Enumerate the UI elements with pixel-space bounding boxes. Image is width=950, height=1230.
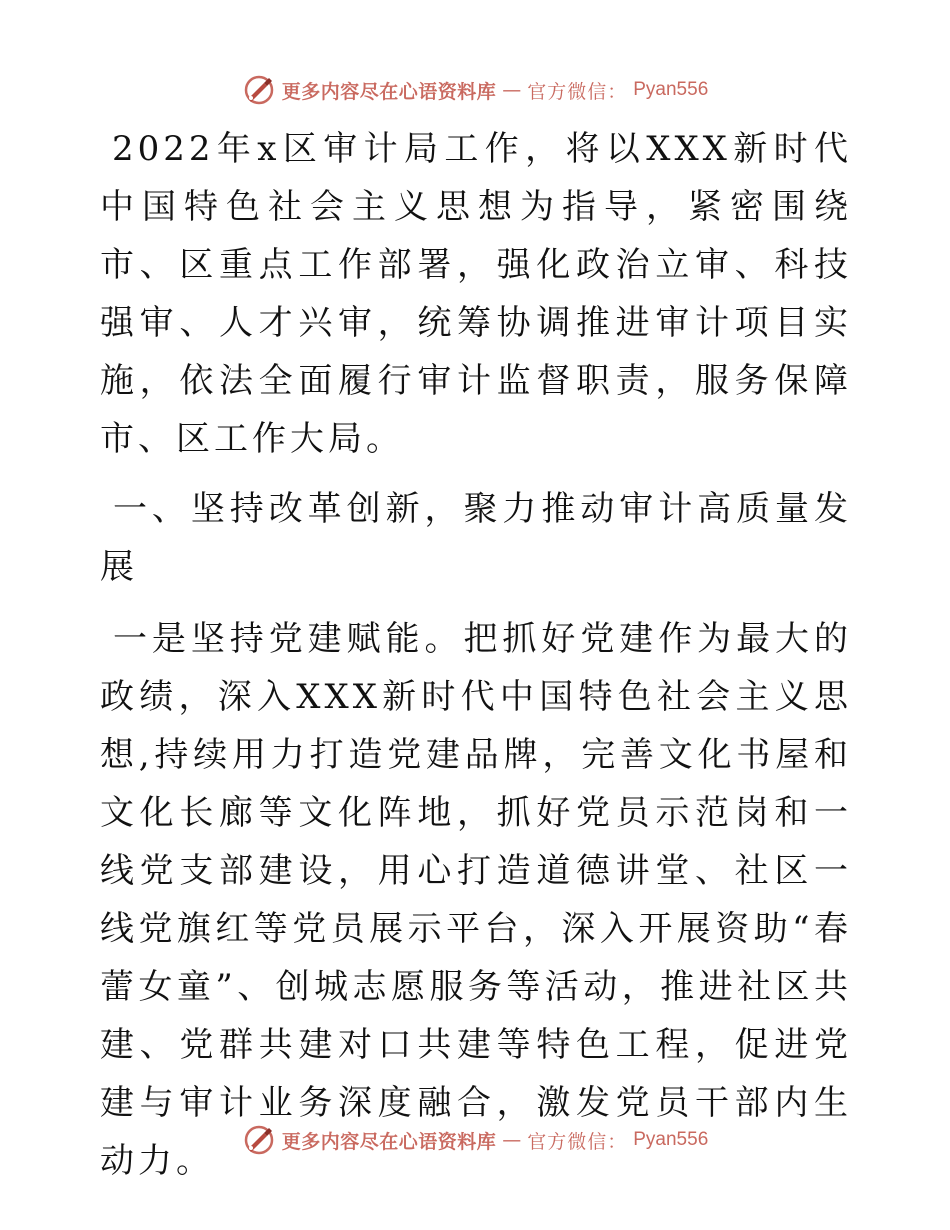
intro-text: 2022年x区审计局工作，将以XXX新时代中国特色社会主义思想为指导，紧密围绕市、区重点工作部署，强化政治立审、科技强审、人才兴审，统筹协调推进审计项目实施，依法全面履行审计监督职责，服务保障市、区工作大局。 <box>100 129 852 459</box>
body-paragraph-text: 一是坚持党建赋能。把抓好党建作为最大的政绩，深入XXX新时代中国特色社会主义思想,持续用力打造党建品牌，完善文化书屋和文化长廊等文化阵地，抓好党员示范岗和一线党支部建设，用心打造道德讲堂、社区一线党旗红等党员展示平台，深入开展资助“春蕾女童”、创城志愿服务等活动，推进社区共建、党群共建对口共建等特色工程，促进党建与审计业务深度融合，激发党员干部内生动力。 <box>100 619 852 1181</box>
watermark-separator: — <box>502 79 522 101</box>
watermark-wechat-label: 官方微信： <box>527 1130 628 1153</box>
watermark-brand: 更多内容尽在心语资料库 <box>281 80 497 103</box>
body-paragraph <box>100 610 852 1190</box>
section-heading-text: 一、坚持改革创新，聚力推动审计高质量发展 <box>100 489 852 587</box>
watermark-brand: 更多内容尽在心语资料库 <box>281 1130 497 1153</box>
watermark-wechat-id: Pyan556 <box>633 1129 709 1150</box>
pen-logo-icon <box>242 1123 276 1157</box>
watermark-wechat-label: 官方微信： <box>527 80 628 103</box>
header-watermark <box>0 70 950 110</box>
pen-logo-icon <box>242 73 276 107</box>
intro-paragraph <box>100 120 852 468</box>
document-body <box>100 120 852 1190</box>
section-heading <box>100 480 852 596</box>
footer-watermark <box>0 1120 950 1160</box>
watermark-wechat-id: Pyan556 <box>633 79 709 100</box>
watermark-separator: — <box>502 1129 522 1151</box>
